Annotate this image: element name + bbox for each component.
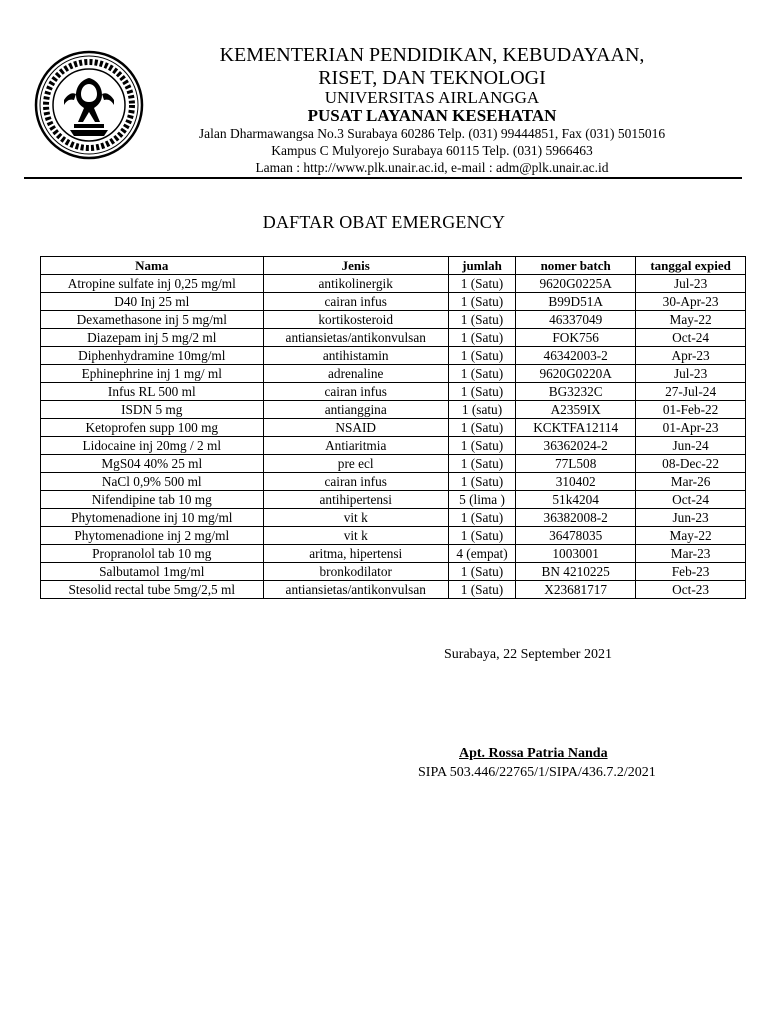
cell-batch: KCKTFA12114: [516, 419, 636, 437]
cell-jenis: cairan infus: [263, 473, 448, 491]
cell-jumlah: 1 (Satu): [448, 293, 515, 311]
header-divider: [24, 177, 742, 179]
cell-nama: Atropine sulfate inj 0,25 mg/ml: [41, 275, 264, 293]
cell-batch: B99D51A: [516, 293, 636, 311]
cell-expiry: Jul-23: [636, 275, 746, 293]
cell-batch: 1003001: [516, 545, 636, 563]
cell-jumlah: 1 (Satu): [448, 347, 515, 365]
cell-batch: 46342003-2: [516, 347, 636, 365]
address-line-3: Laman : http://www.plk.unair.ac.id, e-mail : adm@plk.unair.ac.id: [255, 160, 609, 175]
table-row: [41, 383, 746, 401]
cell-jenis: bronkodilator: [263, 563, 448, 581]
cell-expiry: Oct-24: [636, 491, 746, 509]
address-line-2: Kampus C Mulyorejo Surabaya 60115 Telp. (031) 5966463: [271, 143, 593, 158]
cell-jenis: vit k: [263, 527, 448, 545]
table-row: [41, 473, 746, 491]
cell-expiry: Feb-23: [636, 563, 746, 581]
cell-jumlah: 1 (Satu): [448, 311, 515, 329]
cell-jumlah: 1 (Satu): [448, 455, 515, 473]
cell-jenis: kortikosteroid: [263, 311, 448, 329]
university-name: UNIVERSITAS AIRLANGGA: [324, 88, 540, 107]
cell-expiry: Apr-23: [636, 347, 746, 365]
table-row: [41, 347, 746, 365]
table-row: [41, 437, 746, 455]
cell-nama: MgS04 40% 25 ml: [41, 455, 264, 473]
cell-jumlah: 1 (Satu): [448, 581, 515, 599]
unit-name: PUSAT LAYANAN KESEHATAN: [307, 106, 557, 125]
cell-jenis: vit k: [263, 509, 448, 527]
cell-expiry: Jul-23: [636, 365, 746, 383]
cell-batch: 9620G0225A: [516, 275, 636, 293]
cell-batch: 310402: [516, 473, 636, 491]
emergency-medicine-table: [40, 256, 746, 599]
cell-nama: D40 Inj 25 ml: [41, 293, 264, 311]
cell-nama: Infus RL 500 ml: [41, 383, 264, 401]
signer-name: Apt. Rossa Patria Nanda: [459, 746, 608, 761]
column-header-jenis: Jenis: [263, 257, 448, 275]
cell-expiry: May-22: [636, 527, 746, 545]
cell-jenis: pre ecl: [263, 455, 448, 473]
cell-jenis: cairan infus: [263, 293, 448, 311]
cell-expiry: Mar-26: [636, 473, 746, 491]
table-row: [41, 563, 746, 581]
cell-jenis: aritma, hipertensi: [263, 545, 448, 563]
cell-expiry: Oct-24: [636, 329, 746, 347]
cell-expiry: 27-Jul-24: [636, 383, 746, 401]
cell-jumlah: 1 (Satu): [448, 437, 515, 455]
cell-nama: Nifendipine tab 10 mg: [41, 491, 264, 509]
cell-expiry: 01-Apr-23: [636, 419, 746, 437]
cell-expiry: Oct-23: [636, 581, 746, 599]
cell-jumlah: 1 (Satu): [448, 275, 515, 293]
column-header-jumlah: jumlah: [448, 257, 515, 275]
cell-nama: NaCl 0,9% 500 ml: [41, 473, 264, 491]
cell-expiry: Jun-24: [636, 437, 746, 455]
cell-batch: 46337049: [516, 311, 636, 329]
cell-nama: Dexamethasone inj 5 mg/ml: [41, 311, 264, 329]
table-row: [41, 527, 746, 545]
table-row: [41, 509, 746, 527]
cell-jumlah: 4 (empat): [448, 545, 515, 563]
cell-expiry: 30-Apr-23: [636, 293, 746, 311]
cell-nama: Stesolid rectal tube 5mg/2,5 ml: [41, 581, 264, 599]
cell-jenis: adrenaline: [263, 365, 448, 383]
cell-jumlah: 1 (Satu): [448, 563, 515, 581]
ministry-name-line-1: KEMENTERIAN PENDIDIKAN, KEBUDAYAAN,: [219, 44, 645, 66]
cell-nama: Diazepam inj 5 mg/2 ml: [41, 329, 264, 347]
cell-nama: Salbutamol 1mg/ml: [41, 563, 264, 581]
table-row: [41, 311, 746, 329]
cell-jenis: antikolinergik: [263, 275, 448, 293]
signer-license-number: SIPA 503.446/22765/1/SIPA/436.7.2/2021: [418, 765, 656, 780]
cell-jenis: antihistamin: [263, 347, 448, 365]
cell-jenis: antiansietas/antikonvulsan: [263, 329, 448, 347]
cell-batch: 9620G0220A: [516, 365, 636, 383]
cell-expiry: Mar-23: [636, 545, 746, 563]
cell-jumlah: 1 (Satu): [448, 365, 515, 383]
cell-jenis: cairan infus: [263, 383, 448, 401]
cell-nama: Phytomenadione inj 2 mg/ml: [41, 527, 264, 545]
cell-jumlah: 1 (Satu): [448, 329, 515, 347]
cell-jumlah: 1 (Satu): [448, 527, 515, 545]
address-line-1: Jalan Dharmawangsa No.3 Surabaya 60286 Telp. (031) 99444851, Fax (031) 5015016: [198, 126, 666, 141]
cell-jumlah: 5 (lima ): [448, 491, 515, 509]
column-header-nama: Nama: [41, 257, 264, 275]
place-and-date: Surabaya, 22 September 2021: [444, 647, 612, 662]
table-row: [41, 329, 746, 347]
table-row: [41, 455, 746, 473]
table-row: [41, 275, 746, 293]
cell-jenis: antianggina: [263, 401, 448, 419]
cell-nama: Diphenhydramine 10mg/ml: [41, 347, 264, 365]
cell-batch: 36382008-2: [516, 509, 636, 527]
cell-jumlah: 1 (Satu): [448, 509, 515, 527]
table-row: [41, 293, 746, 311]
cell-expiry: Jun-23: [636, 509, 746, 527]
cell-batch: FOK756: [516, 329, 636, 347]
cell-jumlah: 1 (satu): [448, 401, 515, 419]
cell-jenis: antihipertensi: [263, 491, 448, 509]
cell-expiry: May-22: [636, 311, 746, 329]
table-row: [41, 365, 746, 383]
cell-jumlah: 1 (Satu): [448, 419, 515, 437]
cell-jenis: antiansietas/antikonvulsan: [263, 581, 448, 599]
cell-jumlah: 1 (Satu): [448, 473, 515, 491]
cell-jenis: NSAID: [263, 419, 448, 437]
cell-jumlah: 1 (Satu): [448, 383, 515, 401]
table-row: [41, 545, 746, 563]
cell-batch: BG3232C: [516, 383, 636, 401]
cell-expiry: 01-Feb-22: [636, 401, 746, 419]
cell-batch: 36478035: [516, 527, 636, 545]
cell-nama: Ephinephrine inj 1 mg/ ml: [41, 365, 264, 383]
cell-batch: X23681717: [516, 581, 636, 599]
cell-batch: BN 4210225: [516, 563, 636, 581]
cell-batch: 36362024-2: [516, 437, 636, 455]
table-row: [41, 401, 746, 419]
cell-batch: 51k4204: [516, 491, 636, 509]
column-header-batch: nomer batch: [516, 257, 636, 275]
cell-batch: 77L508: [516, 455, 636, 473]
document-title: DAFTAR OBAT EMERGENCY: [262, 212, 506, 232]
cell-nama: Lidocaine inj 20mg / 2 ml: [41, 437, 264, 455]
cell-jenis: Antiaritmia: [263, 437, 448, 455]
table-row: [41, 491, 746, 509]
cell-nama: Phytomenadione inj 10 mg/ml: [41, 509, 264, 527]
table-header-row: [41, 257, 746, 275]
table-row: [41, 581, 746, 599]
table-row: [41, 419, 746, 437]
cell-batch: A2359IX: [516, 401, 636, 419]
ministry-name-line-2: RISET, DAN TEKNOLOGI: [318, 67, 546, 89]
cell-nama: Ketoprofen supp 100 mg: [41, 419, 264, 437]
cell-nama: Propranolol tab 10 mg: [41, 545, 264, 563]
column-header-expiry: tanggal expied: [636, 257, 746, 275]
cell-expiry: 08-Dec-22: [636, 455, 746, 473]
cell-nama: ISDN 5 mg: [41, 401, 264, 419]
